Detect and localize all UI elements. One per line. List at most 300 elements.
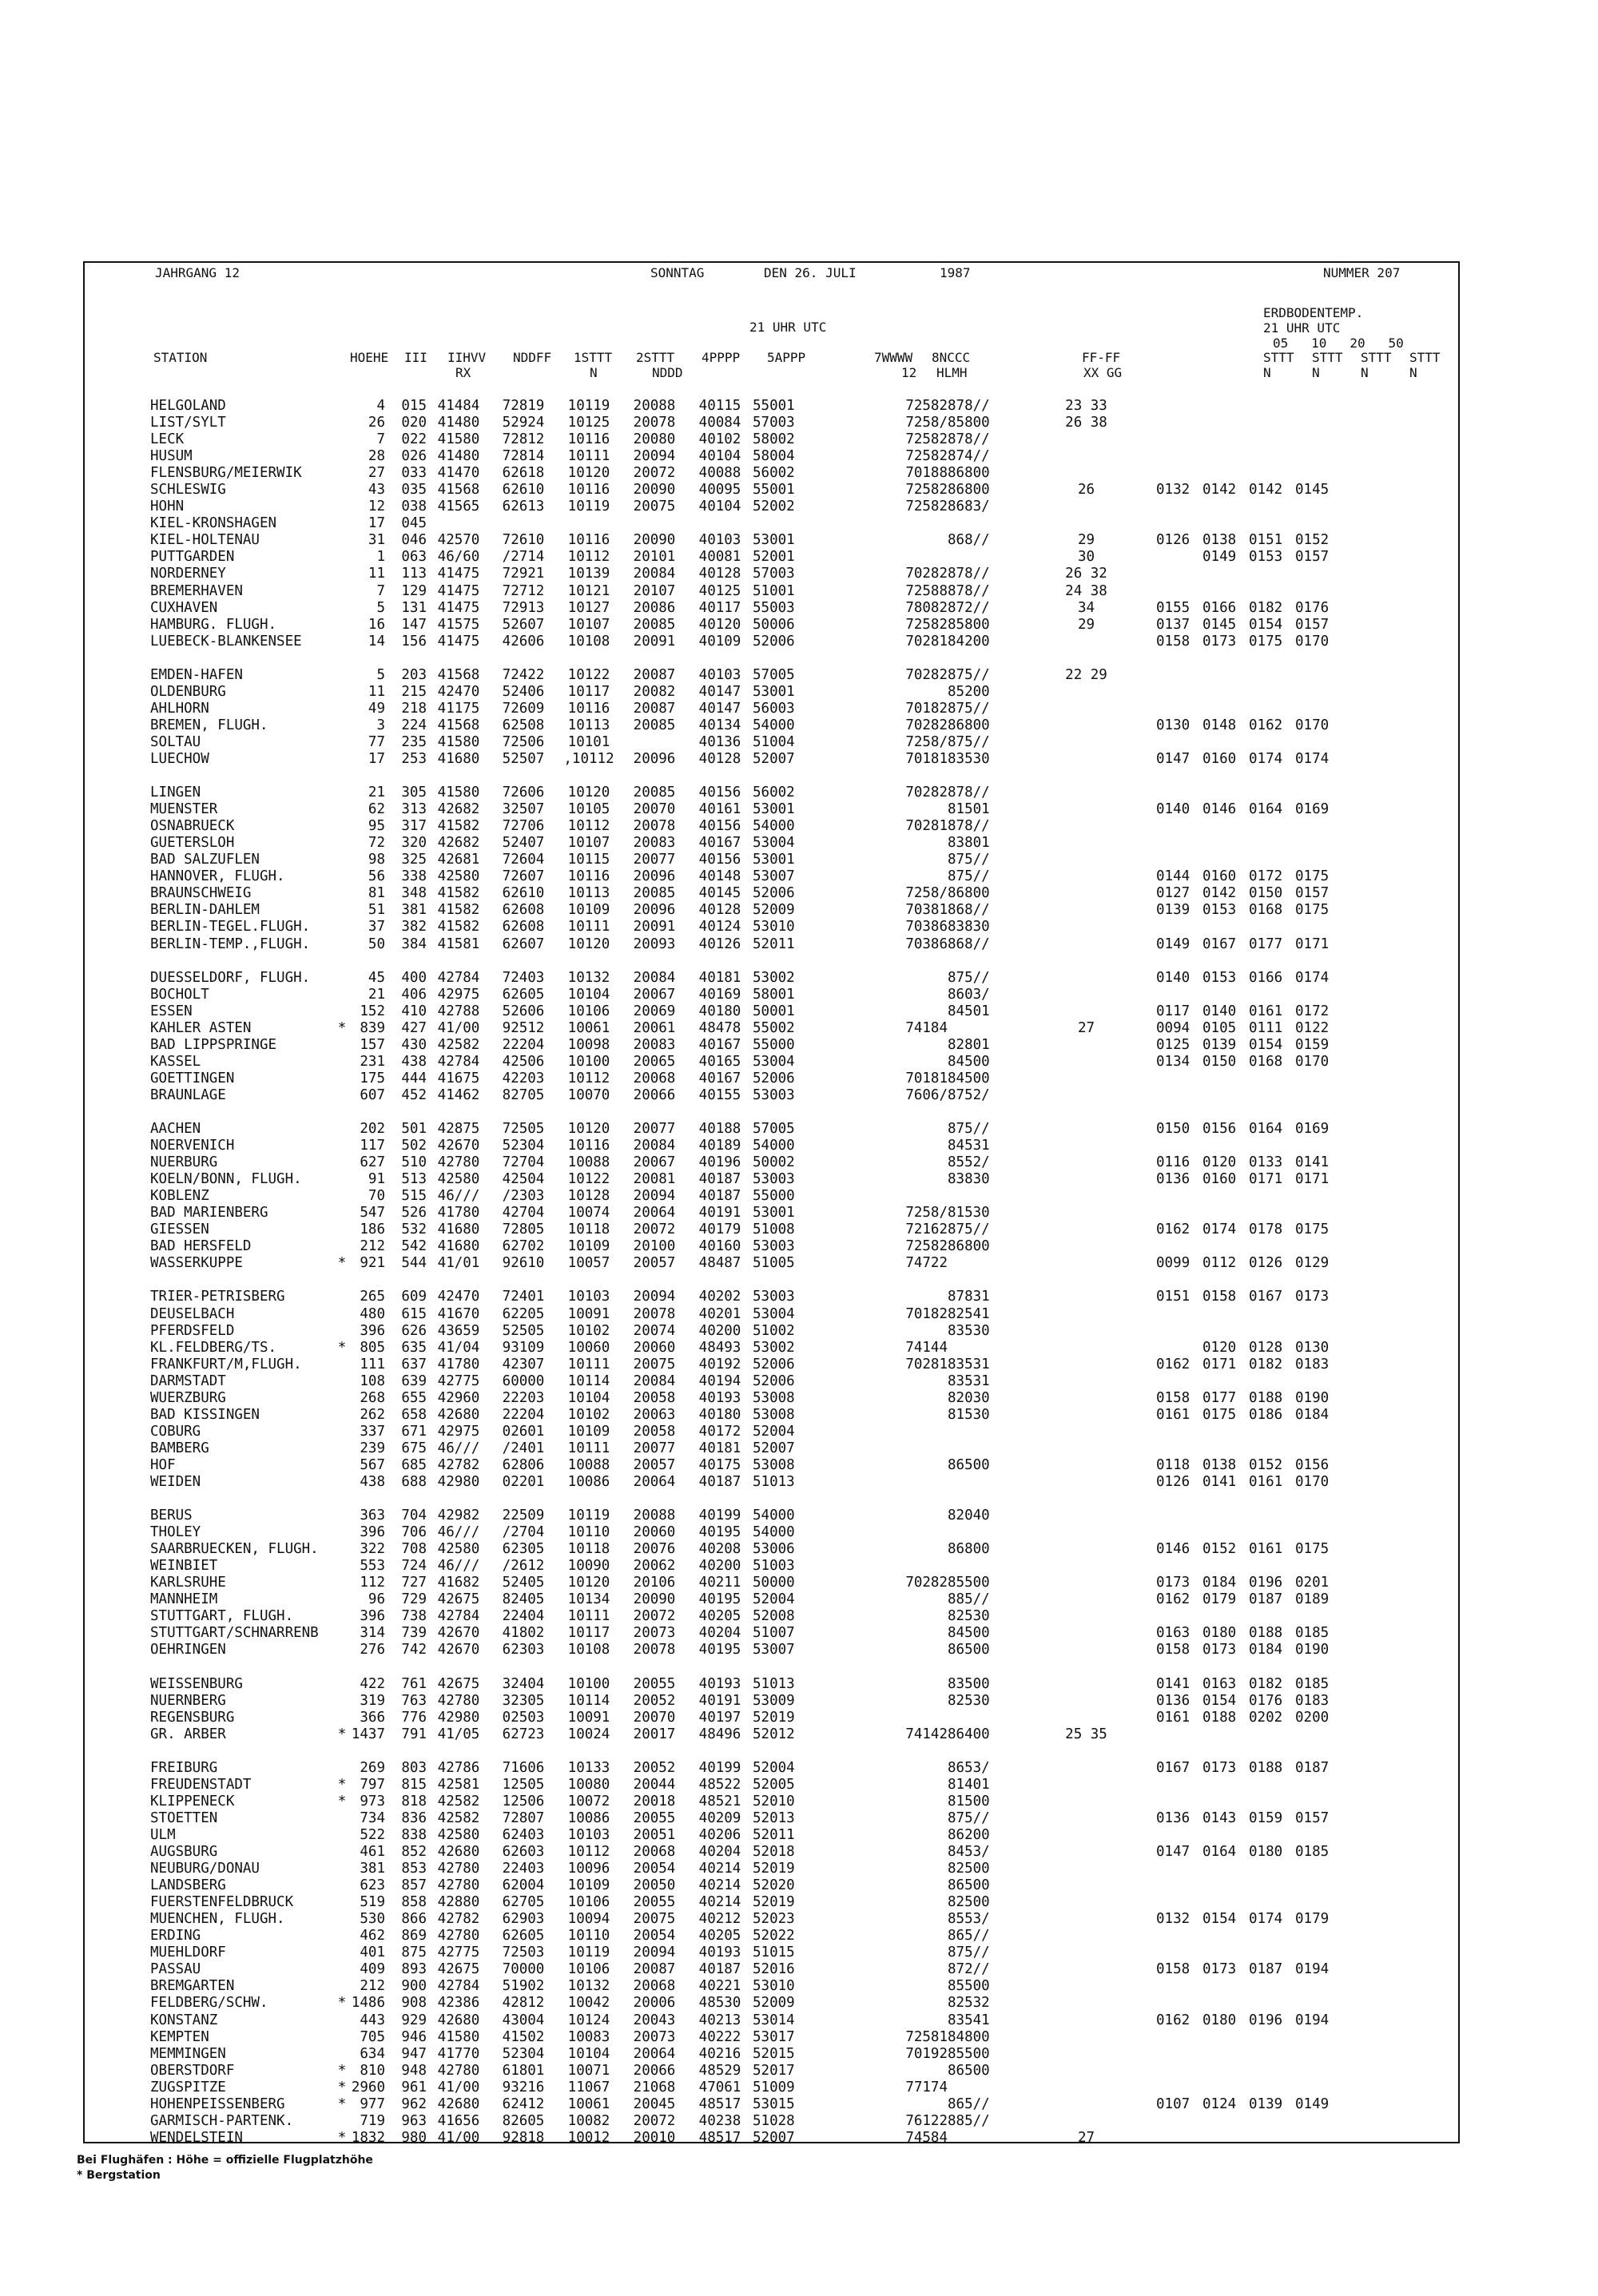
cell-iihvv: 41675 [437, 1070, 480, 1086]
cell-hohe: 522 [360, 1826, 385, 1843]
cell-stttn: 10111 [567, 1608, 610, 1625]
cell-stttd: 20106 [633, 1575, 676, 1591]
cell-stttd: 20070 [633, 801, 676, 818]
cell-t10: 0156 [1202, 1121, 1237, 1138]
cell-stttn: 10119 [567, 1944, 610, 1961]
cell-t20 [1249, 1877, 1295, 1894]
cell-hohe: 1437 [351, 1726, 385, 1742]
cell-wwww [829, 1810, 948, 1827]
cell-iihvv: 42980 [437, 1709, 480, 1726]
cell-nddff: 52507 [502, 750, 545, 767]
cell-iii: 033 [401, 465, 427, 482]
cell-stttd: 20063 [633, 1406, 676, 1423]
cell-ff [1016, 1154, 1156, 1171]
cell-ff [1016, 2029, 1156, 2046]
cell-iii: 253 [401, 750, 427, 767]
cell-t50: 0156 [1295, 1456, 1330, 1473]
cell-t05: 0116 [1156, 1154, 1191, 1171]
cell-appp: 50006 [753, 616, 795, 633]
cell-iii: 022 [401, 431, 427, 448]
cell-t20: 0174 [1249, 750, 1283, 767]
cell-stttn: 10108 [567, 1642, 610, 1658]
cell-cccc: 865// [948, 2095, 990, 2112]
cell-stttn: 10094 [567, 1911, 610, 1928]
cell-t05: 0132 [1156, 482, 1191, 499]
cell-ff [1016, 1357, 1156, 1373]
cell-station: BAD HERSFELD [150, 1238, 252, 1255]
cell-hohe: 175 [360, 1070, 385, 1086]
cell-appp: 53003 [753, 1238, 795, 1255]
cell-nddff: /2714 [502, 549, 545, 566]
cell-t20 [1249, 1861, 1295, 1877]
cell-iihvv: 41/00 [437, 2079, 480, 2095]
cell-t50: 0175 [1295, 868, 1330, 885]
cell-t05: 0173 [1156, 1575, 1191, 1591]
cell-nddff: 61801 [502, 2062, 545, 2079]
cell-t20 [1249, 2063, 1295, 2080]
cell-pppp: 48496 [698, 1726, 741, 1742]
cell-mark: * [337, 2129, 347, 2146]
cell-t10 [1202, 1440, 1249, 1457]
cell-t50: 0176 [1295, 599, 1330, 616]
cell-station: STUTTGART, FLUGH. [150, 1608, 294, 1625]
cell-iihvv: 42580 [437, 1826, 480, 1843]
cell-hohe: 3 [376, 717, 385, 733]
cell-pppp: 40145 [698, 885, 741, 902]
cell-t10: 0124 [1202, 2095, 1237, 2112]
cell-t05 [1156, 1071, 1202, 1087]
cell-appp: 55000 [753, 1188, 795, 1205]
cell-mark [334, 431, 350, 448]
cell-stttn: 10106 [567, 1894, 610, 1911]
cell-mark: * [337, 1019, 347, 1036]
cell-pppp: 40095 [698, 482, 741, 499]
cell-pppp: 40109 [698, 633, 741, 649]
cell-nddff: 72422 [502, 666, 545, 683]
cell-iii: 038 [401, 499, 427, 515]
cell-iihvv: 42582 [437, 1793, 480, 1809]
cell-hohe: 265 [360, 1289, 385, 1305]
cell-mark [334, 1054, 350, 1071]
cell-cccc: 875// [948, 700, 990, 717]
cell-hohe: 239 [360, 1440, 385, 1456]
cell-appp: 52006 [753, 633, 795, 649]
table-row [150, 1255, 1342, 1272]
cell-t05: 0137 [1156, 616, 1191, 633]
cell-stttd: 20055 [633, 1894, 676, 1911]
cell-stttd: 20090 [633, 532, 676, 549]
cell-t20 [1249, 684, 1295, 701]
cell-wwww: 72162 [905, 1221, 948, 1238]
cell-t50: 0190 [1295, 1389, 1330, 1406]
cell-t05 [1156, 835, 1202, 852]
table-row [150, 1693, 1342, 1710]
cell-nddff: 62806 [502, 1456, 545, 1473]
cell-cccc: 868// [948, 902, 990, 919]
cell-iii: 947 [401, 2045, 427, 2062]
cell-hohe: 480 [360, 1305, 385, 1322]
cell-cccc: 85500 [948, 1575, 990, 1591]
table-row [150, 1541, 1342, 1558]
cell-nddff: 72712 [502, 582, 545, 599]
cell-cccc [948, 1474, 1016, 1491]
cell-hohe: 438 [360, 1474, 385, 1490]
cell-station: OSNABRUECK [150, 818, 235, 835]
cell-cccc: 878// [948, 398, 990, 414]
cell-station: HANNOVER, FLUGH. [150, 868, 285, 885]
cell-mark [334, 1071, 350, 1087]
cell-iihvv: 41568 [437, 666, 480, 683]
cell-t10: 0138 [1202, 532, 1237, 549]
cell-t20 [1249, 1608, 1295, 1625]
cell-stttn: 10114 [567, 1692, 610, 1709]
cell-t50 [1295, 852, 1342, 868]
cell-pppp: 40126 [698, 935, 741, 952]
cell-stttn: 10119 [567, 499, 610, 515]
cell-station: SCHLESWIG [150, 482, 226, 499]
cell-ff [1016, 499, 1156, 515]
cell-t10: 0139 [1202, 1036, 1237, 1053]
cell-cccc: 82801 [948, 1036, 990, 1053]
cell-wwww: 70281 [905, 818, 948, 835]
cell-t10: 0177 [1202, 1389, 1237, 1406]
cell-stttn: 10070 [567, 1086, 610, 1103]
col-cccc-sub: HLMH [936, 365, 968, 380]
table-row [150, 2096, 1342, 2113]
cell-t50: 0145 [1295, 482, 1330, 499]
cell-nddff: 72606 [502, 785, 545, 801]
cell-t50 [1295, 1861, 1342, 1877]
cell-iihvv: 41475 [437, 566, 480, 582]
cell-t10: 0163 [1202, 1675, 1237, 1692]
col-stt-05: STTT [1263, 350, 1294, 365]
cell-iihvv: 46/// [437, 1558, 480, 1575]
cell-pppp: 48529 [698, 2062, 741, 2079]
cell-t20 [1249, 1323, 1295, 1340]
cell-ff [1016, 1693, 1156, 1710]
table-row [150, 1071, 1342, 1087]
cell-t50 [1295, 1306, 1342, 1323]
cell-t20: 0153 [1249, 549, 1283, 566]
cell-pppp: 48493 [698, 1339, 741, 1356]
cell-station: NORDERNEY [150, 566, 226, 582]
cell-cccc: 885// [948, 1591, 990, 1608]
table-row [150, 1710, 1342, 1726]
cell-wwww: 77174 [905, 2079, 948, 2095]
table-row [150, 868, 1342, 885]
cell-t10 [1202, 701, 1249, 717]
cell-appp: 52006 [753, 1070, 795, 1086]
cell-pppp: 40187 [698, 1171, 741, 1188]
cell-mark [334, 1625, 350, 1642]
cell-pppp: 40124 [698, 919, 741, 935]
cell-ff [1016, 1087, 1156, 1104]
cell-t05 [1156, 549, 1202, 566]
cell-iii: 235 [401, 733, 427, 750]
cell-iihvv: 41670 [437, 1305, 480, 1322]
cell-hohe: 112 [360, 1575, 385, 1591]
cell-t20: 0161 [1249, 1003, 1283, 1019]
cell-wwww [829, 1138, 948, 1154]
cell-stttd: 20045 [633, 2095, 676, 2112]
cell-hohe: 519 [360, 1894, 385, 1911]
cell-wwww [829, 1507, 948, 1524]
cell-iihvv: 41582 [437, 885, 480, 902]
table-row [150, 1676, 1342, 1693]
cell-iii: 317 [401, 818, 427, 835]
cell-cccc: 82530 [948, 1692, 990, 1709]
cell-iihvv: 42780 [437, 1928, 480, 1944]
cell-nddff: 82705 [502, 1086, 545, 1103]
cell-t50: 0171 [1295, 1171, 1330, 1188]
cell-pppp: 40195 [698, 1524, 741, 1541]
cell-mark [334, 1760, 350, 1777]
cell-mark [334, 1710, 350, 1726]
cell-stttn: 10104 [567, 2045, 610, 2062]
cell-t05: 0132 [1156, 1911, 1191, 1928]
cell-t20: 0126 [1249, 1255, 1283, 1272]
cell-cccc: 875// [948, 852, 990, 868]
cell-mark [334, 1154, 350, 1171]
table-row [150, 1424, 1342, 1440]
table-row [150, 1289, 1342, 1305]
cell-hohe: 31 [368, 532, 385, 549]
cell-t20: 0151 [1249, 532, 1283, 549]
cell-cccc: 8653/ [948, 1759, 990, 1776]
cell-stttd: 20094 [633, 448, 676, 465]
cell-iihvv [427, 515, 491, 532]
cell-hohe: 43 [368, 482, 385, 499]
cell-t50 [1295, 1507, 1342, 1524]
cell-appp: 51013 [753, 1474, 795, 1490]
cell-t10: 0174 [1202, 1221, 1237, 1238]
col-stttd: 2STTT [636, 350, 675, 365]
cell-t05: 0163 [1156, 1625, 1191, 1642]
cell-wwww [829, 2096, 948, 2113]
cell-cccc: 86800 [948, 482, 990, 499]
cell-hohe: 70 [368, 1188, 385, 1205]
cell-wwww [829, 1827, 948, 1844]
cell-t05: 0162 [1156, 1221, 1191, 1238]
cell-pppp: 48522 [698, 1776, 741, 1793]
cell-t20 [1249, 1777, 1295, 1794]
cell-station: SOLTAU [150, 733, 201, 750]
cell-pppp: 40081 [698, 549, 741, 566]
cell-wwww [829, 1474, 948, 1491]
spacer-cell [150, 768, 1342, 785]
cell-pppp: 40167 [698, 1036, 741, 1053]
cell-wwww: 70282 [905, 785, 948, 801]
cell-nddff: /2704 [502, 1524, 545, 1541]
cell-iihvv: 42982 [437, 1507, 480, 1524]
cell-station: BREMERHAVEN [150, 582, 243, 599]
cell-nddff: 60000 [502, 1372, 545, 1389]
table-row [150, 1138, 1342, 1154]
cell-appp: 52006 [753, 1372, 795, 1389]
cell-t20 [1249, 785, 1295, 801]
cell-t20 [1249, 835, 1295, 852]
cell-cccc [948, 1020, 1016, 1037]
cell-nddff: 62605 [502, 1928, 545, 1944]
cell-wwww: 76122 [905, 2112, 948, 2129]
cell-ff [1016, 701, 1156, 717]
cell-stttn: 10114 [567, 1372, 610, 1389]
cell-t50 [1295, 398, 1342, 415]
cell-ff [1016, 717, 1156, 734]
cell-t05: 0158 [1156, 1642, 1191, 1658]
cell-cccc: 875// [948, 1221, 990, 1238]
cell-cccc: 8603/ [948, 986, 990, 1003]
group-spacer [150, 1104, 1342, 1121]
cell-t10: 0171 [1202, 1356, 1237, 1372]
cell-iihvv: 41580 [437, 785, 480, 801]
cell-wwww [829, 1944, 948, 1961]
cell-t10 [1202, 2113, 1249, 2130]
cell-ff [1016, 1944, 1156, 1961]
cell-hohe: 797 [360, 1776, 385, 1793]
cell-t50: 0159 [1295, 1036, 1330, 1053]
cell-appp: 52016 [753, 1961, 795, 1978]
cell-station: KLIPPENECK [150, 1793, 235, 1809]
cell-iii: 858 [401, 1894, 427, 1911]
cell-appp: 53001 [753, 1205, 795, 1221]
cell-iihvv: 42580 [437, 868, 480, 885]
cell-cccc: 85800 [948, 616, 990, 633]
cell-nddff: 72609 [502, 700, 545, 717]
cell-t10: 0143 [1202, 1809, 1237, 1826]
cell-ff: 29 [1077, 616, 1095, 633]
cell-ff [1016, 1121, 1156, 1138]
cell-station: HAMBURG. FLUGH. [150, 616, 277, 633]
cell-t50 [1295, 1558, 1342, 1575]
footer-note-mountain: * Bergstation [77, 2169, 161, 2182]
cell-pppp: 40189 [698, 1138, 741, 1154]
table-row [150, 1558, 1342, 1575]
cell-t50 [1295, 1524, 1342, 1541]
cell-t50 [1295, 1238, 1342, 1255]
cell-nddff: 62608 [502, 919, 545, 935]
cell-iihvv: 46/// [437, 1188, 480, 1205]
cell-t05 [1156, 1827, 1202, 1844]
cell-iihvv: 42582 [437, 1036, 480, 1053]
cell-wwww [829, 1003, 948, 1020]
cell-hohe: 231 [360, 1053, 385, 1070]
cell-stttd: 20065 [633, 1053, 676, 1070]
cell-stttd: 20072 [633, 2112, 676, 2129]
cell-cccc: 84500 [948, 1625, 990, 1642]
table-row [150, 885, 1342, 902]
cell-iii: 742 [401, 1642, 427, 1658]
cell-hohe: 719 [360, 2112, 385, 2129]
cell-ff [1016, 1625, 1156, 1642]
cell-ff: 30 [1077, 549, 1095, 566]
cell-mark [334, 785, 350, 801]
cell-iii: 962 [401, 2095, 427, 2112]
cell-mark [334, 448, 350, 465]
cell-cccc: 8683/ [948, 499, 990, 515]
cell-appp: 53014 [753, 2012, 795, 2028]
cell-cccc: 885// [948, 2112, 990, 2129]
cell-pppp: 40214 [698, 1894, 741, 1911]
cell-stttd: 20006 [633, 1995, 676, 2012]
cell-nddff: 22203 [502, 1389, 545, 1406]
cell-stttn: 10124 [567, 2012, 610, 2028]
cell-t05 [1156, 1777, 1202, 1794]
cell-ff: 26 [1077, 482, 1095, 499]
cell-hohe: 977 [360, 2095, 385, 2112]
cell-iii: 685 [401, 1456, 427, 1473]
cell-pppp: 40187 [698, 1188, 741, 1205]
cell-t50: 0189 [1295, 1591, 1330, 1608]
cell-pppp: 40195 [698, 1642, 741, 1658]
cell-mark [334, 1877, 350, 1894]
cell-iii: 026 [401, 448, 427, 465]
cell-ff [1016, 885, 1156, 902]
cell-t05: 0136 [1156, 1809, 1191, 1826]
cell-ff [1016, 1911, 1156, 1928]
cell-ff [1016, 835, 1156, 852]
cell-station: WEISSENBURG [150, 1675, 243, 1692]
cell-iii: 156 [401, 633, 427, 649]
cell-station: KIEL-KRONSHAGEN [150, 515, 277, 532]
cell-wwww: 74142 [905, 1726, 948, 1742]
cell-ff [1016, 1591, 1156, 1608]
cell-ff [1016, 1507, 1156, 1524]
cell-mark [334, 600, 350, 617]
cell-stttd: 20094 [633, 1188, 676, 1205]
cell-t20: 0164 [1249, 1121, 1283, 1138]
cell-cccc: 83801 [948, 835, 990, 852]
cell-ff: 27 [1077, 1019, 1095, 1036]
cell-t10 [1202, 1894, 1249, 1911]
cell-ff [1016, 936, 1156, 953]
cell-hohe: 202 [360, 1121, 385, 1138]
cell-mark [334, 1440, 350, 1457]
cell-t10 [1202, 566, 1249, 582]
cell-hohe: 567 [360, 1456, 385, 1473]
cell-t20 [1249, 583, 1295, 600]
cell-cccc: 87831 [948, 1289, 990, 1305]
cell-nddff: 62412 [502, 2095, 545, 2112]
cell-ff [1016, 919, 1156, 935]
cell-ff [1016, 515, 1156, 532]
cell-t05 [1156, 852, 1202, 868]
cell-t50: 0169 [1295, 801, 1330, 818]
cell-t10 [1202, 1071, 1249, 1087]
cell-t05: 0107 [1156, 2095, 1191, 2112]
cell-mark [334, 515, 350, 532]
cell-stttd: 20077 [633, 1440, 676, 1456]
cell-iihvv: 42670 [437, 1138, 480, 1154]
cell-nddff: 70000 [502, 1961, 545, 1978]
cell-hohe: 409 [360, 1961, 385, 1978]
cell-appp: 57003 [753, 415, 795, 431]
cell-iii: 791 [401, 1726, 427, 1742]
cell-stttd: 20018 [633, 1793, 676, 1809]
cell-stttn: 10122 [567, 666, 610, 683]
cell-t05 [1156, 987, 1202, 1003]
cell-nddff: 62605 [502, 986, 545, 1003]
table-row [150, 1221, 1342, 1238]
col-stttn: 1STTT [574, 350, 613, 365]
cell-t10 [1202, 785, 1249, 801]
cell-t50: 0174 [1295, 750, 1330, 767]
cell-stttd: 20087 [633, 666, 676, 683]
table-row [150, 1760, 1342, 1777]
cell-iihvv: 41780 [437, 1205, 480, 1221]
cell-t10 [1202, 1138, 1249, 1154]
cell-t50 [1295, 1827, 1342, 1844]
